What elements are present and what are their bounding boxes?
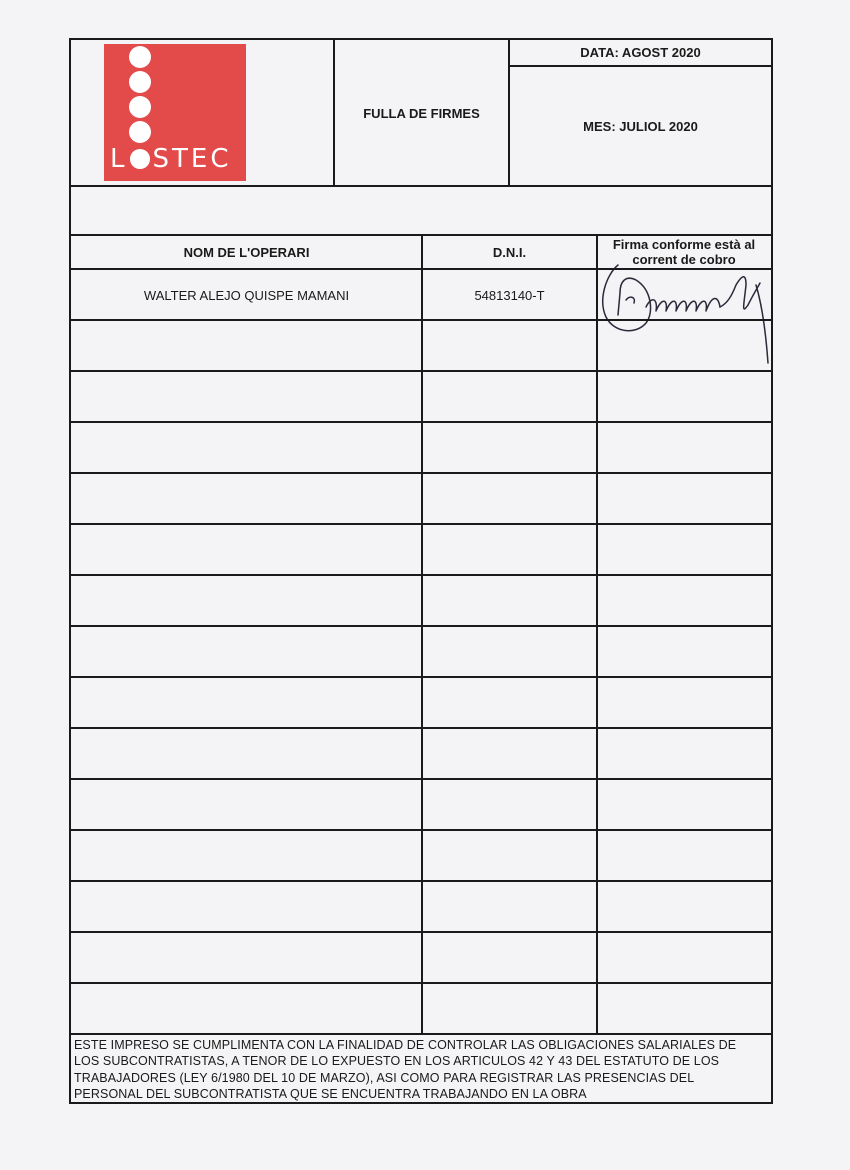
divider-line bbox=[69, 185, 773, 187]
column-header-name: NOM DE L'OPERARI bbox=[183, 244, 310, 260]
logo-dot-icon bbox=[129, 71, 151, 93]
logo-dot-icon bbox=[129, 46, 151, 68]
border-line bbox=[771, 38, 773, 1104]
divider-line bbox=[508, 65, 773, 67]
row-divider bbox=[69, 880, 773, 882]
operator-dni: 54813140-T bbox=[474, 287, 545, 303]
border-line bbox=[69, 1102, 773, 1104]
logo-dot-icon bbox=[129, 121, 151, 143]
handwritten-signature bbox=[596, 245, 776, 370]
row-divider bbox=[69, 268, 773, 270]
form-title: FULLA DE FIRMES bbox=[363, 106, 480, 121]
date-label: DATA: AGOST 2020 bbox=[580, 45, 701, 60]
row-divider bbox=[69, 625, 773, 627]
border-line bbox=[69, 38, 773, 40]
row-divider bbox=[69, 1033, 773, 1035]
logo-dot-icon bbox=[129, 96, 151, 118]
divider-line bbox=[508, 38, 510, 187]
legal-notice: ESTE IMPRESO SE CUMPLIMENTA CON LA FINALIDAD DE CONTROLAR LAS OBLIGACIONES SALARIALES DE LOS SUBCONTRATISTAS, A TENOR DE LO EXPUESTO EN LOS ARTICULOS 42 Y 43 DEL ESTATUTO DE LOS TRABAJADORES (LEY 6/1980 DEL 10 DE MARZO), ASI COMO PARA REGISTRAR LAS PRESENCIAS DEL PERSONAL DEL SUBCONTRATISTA QUE SE ENCUENTRA TRABAJANDO EN LA OBRA bbox=[74, 1038, 737, 1101]
row-divider bbox=[69, 727, 773, 729]
row-divider bbox=[69, 421, 773, 423]
border-line bbox=[69, 38, 71, 1104]
logo-wordmark: L STEC bbox=[110, 144, 232, 174]
row-divider bbox=[69, 319, 773, 321]
month-label: MES: JULIOL 2020 bbox=[583, 118, 698, 134]
divider-line bbox=[333, 38, 335, 187]
row-divider bbox=[69, 829, 773, 831]
row-divider bbox=[69, 931, 773, 933]
row-divider bbox=[69, 982, 773, 984]
column-header-dni: D.N.I. bbox=[492, 244, 527, 260]
column-divider bbox=[421, 234, 423, 1035]
column-divider bbox=[596, 234, 598, 1035]
lostec-logo bbox=[104, 44, 246, 181]
row-divider bbox=[69, 472, 773, 474]
row-divider bbox=[69, 574, 773, 576]
signature-header-line: Firma conforme està al bbox=[612, 237, 756, 252]
row-divider bbox=[69, 778, 773, 780]
signature-header-line: corrent de cobro bbox=[632, 252, 736, 267]
operator-name: WALTER ALEJO QUISPE MAMANI bbox=[143, 287, 350, 303]
row-divider bbox=[69, 676, 773, 678]
row-divider bbox=[69, 523, 773, 525]
row-divider bbox=[69, 370, 773, 372]
